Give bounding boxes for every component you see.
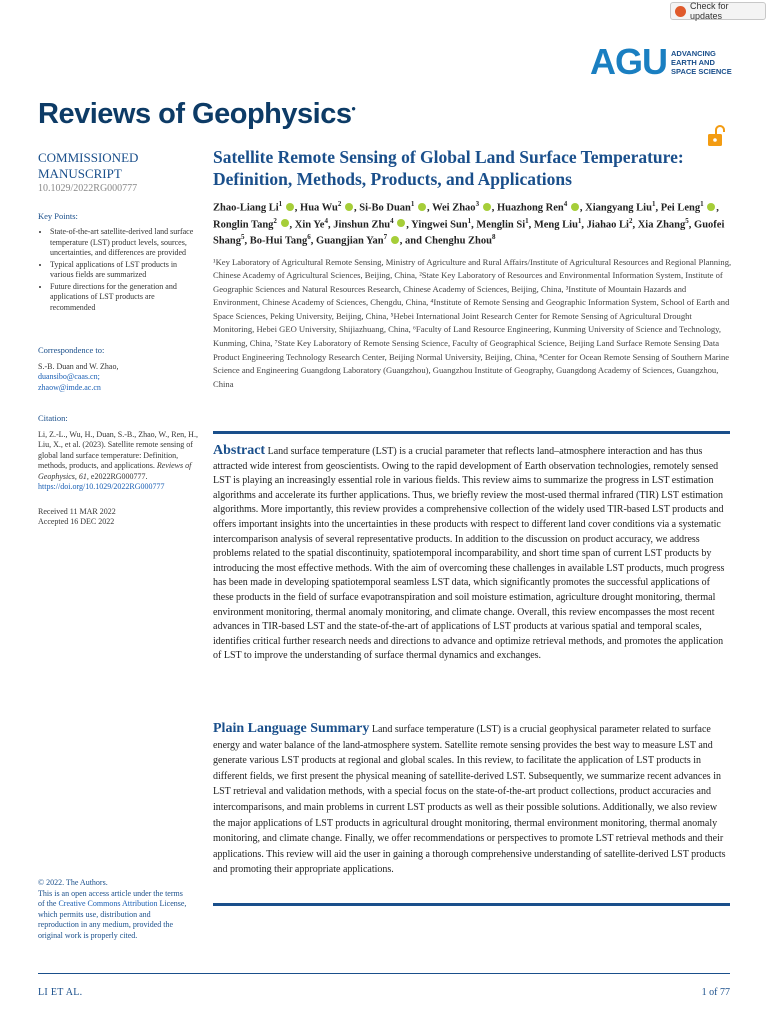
orcid-icon[interactable] (391, 236, 399, 244)
author-affiliation-number: 7 (383, 233, 388, 241)
author-name: Meng Liu (533, 219, 578, 230)
author-name: Huazhong Ren (496, 202, 564, 214)
orcid-icon[interactable] (418, 203, 426, 211)
copyright: © 2022. The Authors. (38, 878, 108, 887)
key-points-heading: Key Points: (38, 210, 78, 221)
author-affiliation-number: 4 (324, 216, 328, 225)
author-affiliation-number: 1 (410, 200, 415, 208)
section-divider (213, 903, 730, 906)
author-affiliation-number: 1 (467, 216, 472, 225)
article-title: Satellite Remote Sensing of Global Land Surface Temperature: Definition, Methods, Products, and Applications (213, 147, 684, 189)
author-affiliation-number: 3 (475, 200, 480, 208)
author-conjunction: and (405, 235, 425, 247)
correspondence-names: S.-B. Duan and W. Zhao, (38, 361, 119, 371)
author-name: Menglin Si (476, 219, 526, 230)
left-sidebar (38, 150, 198, 528)
citation-text: Li, Z.-L., Wu, H., Duan, S.-B., Zhao, W., Ren, H., Liu, X., et al. (2023). Satellite remote sensing of global land surface temperature: Definition, methods, products, and applications. Reviews of Geophysics, 61, e2022RG000777. https://doi.org/10.1029/2022RG000777 (38, 429, 198, 491)
correspondence-heading: Correspondence to: (38, 345, 105, 355)
author-affiliation-number: 1 (577, 216, 582, 225)
agu-logo-mark: AGU (590, 41, 667, 82)
key-point: • State-of-the-art satellite-derived land surface temperature (LST) product levels, sources, uncertainties, and differences are provided (50, 227, 198, 259)
author-name: Guofei Shang (213, 219, 725, 247)
author-list: Zhao-Liang Li$^1$ , Hua Wu$^2$ , Si-Bo Duan$^1$ , Wei Zhao$^3$ , Huazhong Ren$^4$ , Xiangyang Liu$^1$, Pei Leng$^1$ , Ronglin Tang$^2$ , Xin Ye$^4$, Jinshun Zhu$^4$ , Yingwei Sun$^1$, Menglin Si$^1$, Meng Liu$^1$, Jiahao Li$^2$, Xia Zhang$^5$, Guofei Shang$^5$, Bo-Hui Tang$^6$, Guangjian Yan$^7$ , and Chenghu Zhou$^8$ (213, 200, 725, 247)
author-name: Guangjian Yan (316, 235, 384, 247)
footer-divider (38, 973, 730, 974)
orcid-icon[interactable] (286, 203, 294, 211)
email-link[interactable]: zhaow@imde.ac.cn (38, 382, 101, 392)
author-affiliation-number: 4 (563, 200, 568, 208)
received-date: Received 11 MAR 2022 (38, 506, 116, 516)
author-affiliation-number: 1 (700, 200, 704, 208)
affiliations: ¹Key Laboratory of Agricultural Remote Sensing, Ministry of Agriculture and Rural Affairs/Institute of Agricultural Resources and Regional Planning, Chinese Academy of Agricultural Sciences, Beijing, China, ²State Key Laboratory of Resources and Environmental Information System, Institute of Geographic Sciences and Natural Resources Research, Chinese Academy of Sciences, Beijing, China, ³Institute of Mountain Hazards and Environment, Chinese Academy of Sciences, Chengdu, China, ⁴Institute of Remote Sensing and Geographic Information System, School of Earth and Space Sciences, Peking University, Beijing, China, ⁵Hebei International Joint Research Center for Remote Sensing of Agricultural Drought Monitoring, Hebei GEO University, Shijiazhuang, China, ⁶Faculty of Land Resource Engineering, Kunming University of Science and Technology, Kunming, China, ⁷State Key Laboratory of Remote Sensing Science, Faculty of Geographical Science, Beijing Land Surface Remote Sensing Data Product Engineering Technology Research Center, Beijing Normal University, Beijing, China, ⁸Center for Ocean Remote Sensing of Southern Marine Science and Engineering Guangdong Laboratory (Guangzhou), Guangzhou Institute of Geography, Guangdong Academy of Sciences, Guangzhou, China (213, 256, 732, 389)
article-header (213, 146, 733, 391)
orcid-icon[interactable] (483, 203, 491, 211)
author-affiliation-number: 2 (273, 216, 277, 225)
agu-logo (590, 41, 732, 82)
author-affiliation-number: 2 (337, 200, 342, 208)
abstract (213, 444, 730, 664)
author-name: Chenghu Zhou (424, 235, 492, 247)
journal-title: Reviews of Geophysics• (38, 98, 356, 130)
orcid-icon[interactable] (397, 219, 405, 227)
citation-doi-link[interactable]: https://doi.org/10.1029/2022RG000777 (38, 482, 165, 491)
orcid-icon[interactable] (281, 219, 289, 227)
open-access-lock-icon (707, 125, 727, 147)
author-name: Xiangyang Liu (585, 202, 652, 214)
author-affiliation-number: 8 (491, 233, 496, 241)
email-link[interactable]: duansibo@caas.cn; (38, 372, 100, 381)
key-points-list (38, 227, 198, 313)
author-affiliation-number: 1 (525, 216, 529, 225)
author-affiliation-number: 4 (390, 216, 394, 225)
check-for-updates-label: Check for updates (690, 1, 729, 21)
author-affiliation-number: 1 (278, 200, 283, 208)
author-name: Pei Leng (660, 202, 701, 214)
pls-text: Land surface temperature (LST) is a crucial geophysical parameter related to surface energy and water balance of the land-atmosphere system. Satellite remote sensing provides the best way to measure LST and generate various LST products at regional and global scales. In this review, to facilitate the application of LST products in different fields, we first present the physical meaning of satellite-derived LST. Subsequently, we summarize recent advances in LST retrieval and validation methods, with a special focus on the state-of-the-art product collections, product accuracies and intercomparisons, and main problems in current LST products as well as their possible solutions. Additionally, we also review the major applications of LST products in agricultural drought monitoring, thermal environment monitoring, thermal anomaly monitoring, and climate change. Finally, we offer recommendations or perspectives to promote LST retrieval methods and their applications. This review will aid the user in gaining a thorough comprehensive understanding of satellite-derived LST products and promoting their appropriate applications. (213, 724, 726, 876)
plain-language-summary (213, 721, 730, 878)
section-divider (213, 431, 730, 434)
author-affiliation-number: 5 (685, 216, 689, 225)
doi: 10.1029/2022RG000777 (38, 183, 138, 194)
author-name: Jiahao Li (586, 219, 629, 230)
author-name: Xin Ye (294, 219, 325, 230)
orcid-icon[interactable] (707, 203, 715, 211)
orcid-icon[interactable] (345, 203, 353, 211)
author-name: Xia Zhang (637, 219, 686, 230)
author-name: Ronglin Tang (213, 219, 274, 230)
article-dates (38, 507, 198, 528)
running-author: LI ET AL. (38, 987, 83, 998)
crossmark-icon (675, 6, 686, 17)
author-name: Yingwei Sun (411, 219, 468, 230)
author-name: Si-Bo Duan (359, 202, 411, 214)
author-affiliation-number: 1 (651, 200, 656, 208)
article-type: COMMISSIONED MANUSCRIPT (38, 150, 139, 181)
abstract-heading: Abstract (213, 443, 266, 458)
check-for-updates-button[interactable] (670, 2, 766, 20)
key-point: • Future directions for the generation and applications of LST products are recommended (50, 282, 198, 314)
author-name: Hua Wu (300, 202, 338, 214)
citation-heading: Citation: (38, 413, 68, 423)
page-number: 1 of 77 (701, 987, 730, 998)
creative-commons-link[interactable]: Creative Commons Attribution (58, 899, 158, 908)
accepted-date: Accepted 16 DEC 2022 (38, 517, 115, 526)
author-name: Zhao-Liang Li (213, 202, 279, 214)
author-affiliation-number: 5 (241, 233, 245, 241)
pls-heading: Plain Language Summary (213, 721, 370, 736)
abstract-text: Land surface temperature (LST) is a crucial parameter that reflects land–atmosphere interaction and has thus attracted wide interest from geoscientists. Owing to the rapid development of Earth observation technologies, remotely sensed LST is playing an increasingly essential role in various fields. This review aims to summarize the progress in LST estimation algorithms and accelerate its further applications. Thus, we briefly review the most-used thermal infrared (TIR) LST estimation algorithms. More importantly, this review provides a comprehensive collection of the widely used TIR-based LST products and offers important insights into the uncertainties in these products with respect to different land cover conditions via a systematic intercomparison analysis of several representative products. In addition to the discussion on product accuracy, we address problems related to the spatial discontinuity, spatiotemporal incomparability, and short time span of current LST products by introducing the most effective methods. With the aim of overcoming these challenges in available LST products, much progress has been made in developing spatiotemporal seamless LST data, which significantly promotes the successful applications of these products in the field of surface evapotranspiration and soil moisture estimation, agriculture drought monitoring, thermal environment monitoring, thermal anomaly monitoring, and climate change. Overall, this review encompasses the most recent advances in TIR-based LST and the state-of-the-art of applications of LST products at various spatial and temporal scales, identifies critical further research needs and directions to advance and optimize retrieval methods, and promotes the application of LST to improve the understanding of surface thermal dynamics and exchanges. (213, 446, 725, 662)
license-notice: © 2022. The Authors. This is an open access article under the terms of the Creative Commons Attribution License, which permits use, distribution and reproduction in any medium, provided the original work is properly cited. (38, 878, 187, 940)
author-name: Jinshun Zhu (333, 219, 391, 230)
key-point: • Typical applications of LST products in various fields are summarized (50, 260, 198, 281)
agu-logo-text: ADVANCING EARTH AND SPACE SCIENCE (671, 48, 732, 76)
orcid-icon[interactable] (571, 203, 579, 211)
author-name: Bo-Hui Tang (249, 235, 308, 247)
author-affiliation-number: 6 (307, 233, 311, 241)
author-name: Wei Zhao (432, 202, 476, 214)
author-affiliation-number: 2 (628, 216, 633, 225)
